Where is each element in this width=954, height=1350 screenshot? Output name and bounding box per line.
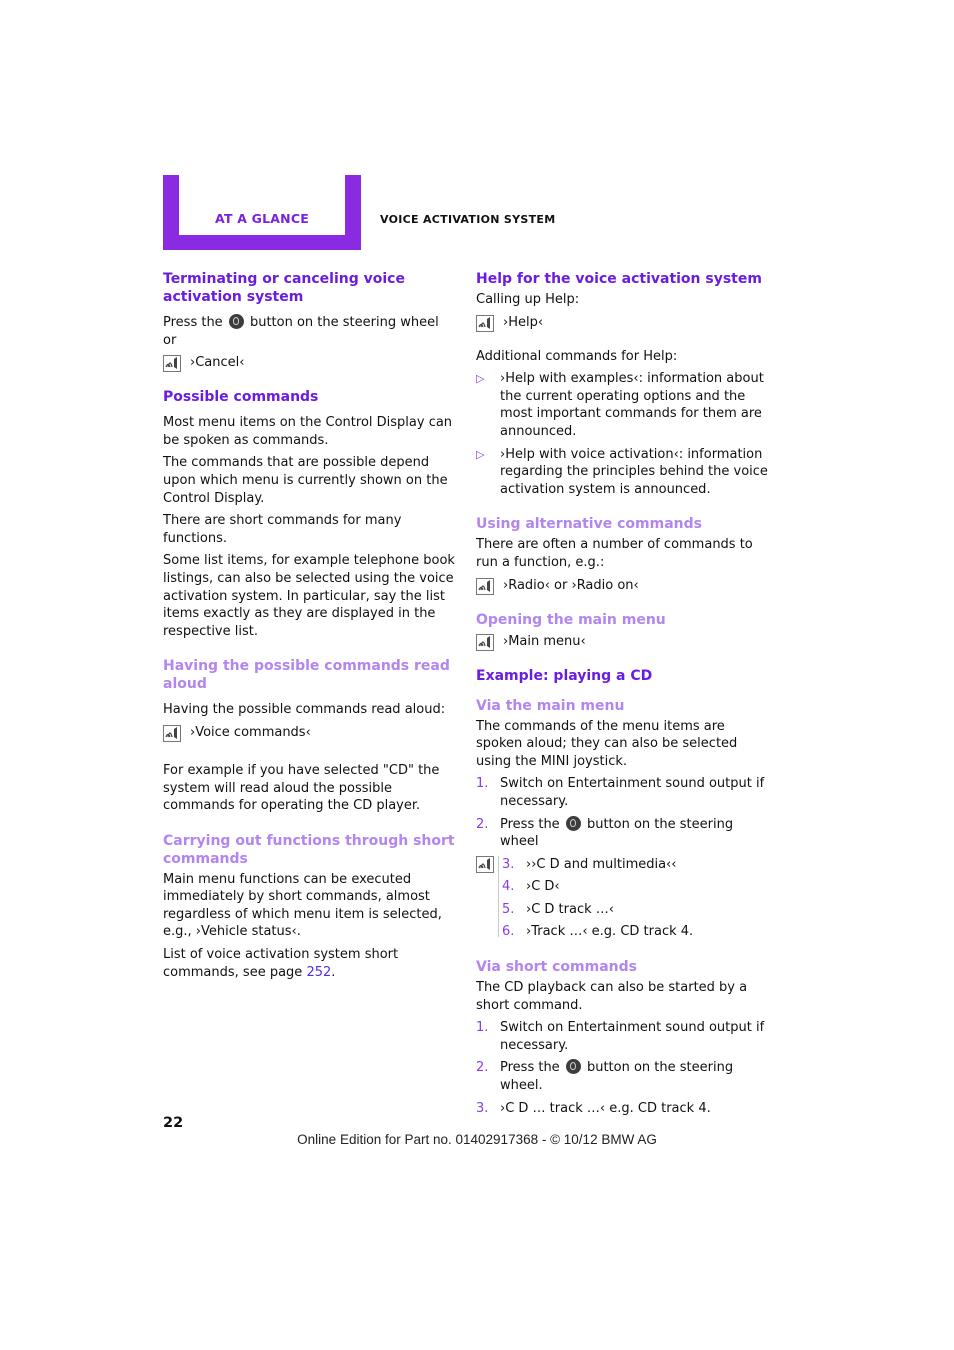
terminate-press-prefix: Press the bbox=[163, 315, 223, 330]
cancel-command-row bbox=[163, 354, 456, 374]
voice-command-icon bbox=[476, 315, 494, 332]
possible-p4: Some list items, for example telephone book listings, can also be selected using the voice activation system. In particular, say the list items exactly as they are displayed in the respective list. bbox=[163, 553, 455, 639]
possible-p1: Most menu items on the Control Display can be spoken as commands. bbox=[163, 415, 453, 448]
help-bullet bbox=[476, 446, 768, 499]
help-calling: Calling up Help: bbox=[476, 292, 580, 307]
possible-p3: There are short commands for many functions. bbox=[163, 513, 402, 546]
help-command: ›Help‹ bbox=[503, 314, 544, 330]
section-tab-label: AT A GLANCE bbox=[215, 211, 309, 226]
read-aloud-example: For example if you have selected "CD" the system will read aloud the possible commands for operating the CD player. bbox=[163, 762, 440, 814]
voice-commands-row bbox=[163, 724, 456, 744]
voice-steps-group bbox=[476, 856, 768, 941]
main-menu-command-row bbox=[476, 633, 768, 653]
read-aloud-heading: Having the possible commands read aloud bbox=[163, 658, 450, 693]
steering-talk-button-icon bbox=[229, 314, 244, 329]
step-text: ›C D‹ bbox=[526, 879, 560, 895]
voice-command-icon bbox=[476, 856, 494, 879]
step-number: 5. bbox=[502, 901, 515, 917]
step-text: ›C D track …‹ bbox=[526, 901, 614, 917]
short-step-2-prefix: Press the bbox=[500, 1060, 560, 1076]
help-heading: Help for the voice activation system bbox=[476, 271, 762, 287]
step-1 bbox=[476, 775, 768, 810]
voice-step bbox=[502, 856, 768, 874]
step-number: 3. bbox=[502, 856, 515, 872]
terminate-or: or bbox=[163, 332, 177, 348]
step-2 bbox=[476, 816, 768, 851]
possible-commands-heading: Possible commands bbox=[163, 389, 319, 406]
voice-command-icon bbox=[163, 355, 181, 372]
right-column bbox=[476, 270, 768, 1122]
step-text: ›Track …‹ e.g. CD track 4. bbox=[526, 924, 694, 940]
step-number: 6. bbox=[502, 924, 515, 940]
terminate-heading: Terminating or canceling voice activation system bbox=[163, 271, 405, 305]
voice-command-icon bbox=[476, 634, 494, 651]
short-commands-p2 bbox=[163, 946, 456, 981]
step-number: 2. bbox=[476, 1060, 489, 1076]
step-2-suffix: button on the steering wheel bbox=[500, 816, 734, 850]
possible-p2: The commands that are possible depend upon which menu is currently shown on the Control Display. bbox=[163, 455, 448, 506]
steering-talk-button-icon bbox=[566, 816, 581, 831]
short-step-2-suffix: button on the steering wheel. bbox=[500, 1060, 734, 1094]
step-text: Switch on Entertainment sound output if necessary. bbox=[500, 776, 765, 809]
help-bullet bbox=[476, 370, 768, 440]
main-menu-command: ›Main menu‹ bbox=[503, 633, 586, 649]
footer-edition: Online Edition for Part no. 01402917368 - © 10/12 BMW AG bbox=[297, 1132, 657, 1147]
alternative-text: There are often a number of commands to run a function, e.g.: bbox=[476, 537, 753, 570]
page-number: 22 bbox=[163, 1115, 184, 1131]
voice-steps-divider bbox=[498, 856, 499, 937]
step-number: 4. bbox=[502, 879, 515, 895]
alternative-heading: Using alternative commands bbox=[476, 516, 702, 533]
step-2-prefix: Press the bbox=[500, 816, 560, 832]
radio-command-row bbox=[476, 577, 768, 597]
short-step-3 bbox=[476, 1100, 768, 1118]
step-text: Switch on Entertainment sound output if necessary. bbox=[500, 1020, 765, 1053]
voice-command-icon bbox=[476, 578, 494, 595]
step-text: ››C D and multimedia‹‹ bbox=[526, 856, 677, 872]
voice-step bbox=[502, 901, 768, 919]
step-text bbox=[500, 816, 768, 851]
voice-command-icon bbox=[163, 725, 181, 742]
help-bullet-text: ›Help with voice activation‹: information regarding the principles behind the voice activation system is announced. bbox=[500, 446, 768, 497]
via-main-text: The commands of the menu items are spoken aloud; they can also be selected using the MINI joystick. bbox=[476, 718, 738, 769]
help-bullet-text: ›Help with examples‹: information about the current operating options and the most important commands for them are announced. bbox=[500, 371, 764, 439]
triangle-bullet-icon: ▷ bbox=[476, 447, 485, 461]
short-step-1 bbox=[476, 1019, 768, 1054]
left-column bbox=[163, 270, 456, 986]
short-commands-p1: Main menu functions can be executed immediately by short commands, almost regardless of which menu item is selected, e.g., ›Vehicle status‹. bbox=[163, 871, 442, 940]
help-command-row bbox=[476, 314, 768, 334]
page-252-link[interactable]: 252 bbox=[306, 964, 332, 980]
triangle-bullet-icon: ▷ bbox=[476, 372, 485, 386]
via-short-heading: Via short commands bbox=[476, 959, 637, 976]
terminate-press-suffix: button on the steering wheel bbox=[249, 315, 439, 330]
step-number: 2. bbox=[476, 816, 489, 832]
read-aloud-intro: Having the possible commands read aloud: bbox=[163, 702, 446, 718]
step-text bbox=[500, 1059, 768, 1094]
terminate-instruction bbox=[163, 314, 456, 349]
chapter-title: VOICE ACTIVATION SYSTEM bbox=[380, 213, 556, 226]
example-heading: Example: playing a CD bbox=[476, 667, 653, 684]
step-text: ›C D … track …‹ e.g. CD track 4. bbox=[500, 1100, 711, 1116]
voice-step bbox=[502, 923, 768, 941]
step-number: 3. bbox=[476, 1100, 489, 1116]
step-number: 1. bbox=[476, 1020, 489, 1036]
via-short-text: The CD playback can also be started by a short command. bbox=[476, 980, 748, 1013]
main-menu-heading: Opening the main menu bbox=[476, 611, 666, 628]
short-commands-heading: Carrying out functions through short commands bbox=[163, 832, 455, 867]
short-step-2 bbox=[476, 1059, 768, 1094]
cancel-command: ›Cancel‹ bbox=[190, 355, 245, 371]
short-commands-p2-end: . bbox=[331, 964, 336, 980]
short-commands-p2-text: List of voice activation system short commands, see page bbox=[163, 947, 399, 980]
steering-talk-button-icon bbox=[566, 1059, 581, 1074]
via-main-heading: Via the main menu bbox=[476, 697, 625, 714]
help-additional: Additional commands for Help: bbox=[476, 348, 678, 364]
voice-step bbox=[502, 878, 768, 896]
voice-commands-command: ›Voice commands‹ bbox=[190, 724, 311, 740]
step-number: 1. bbox=[476, 776, 489, 792]
radio-command: ›Radio‹ or ›Radio on‹ bbox=[503, 577, 639, 593]
